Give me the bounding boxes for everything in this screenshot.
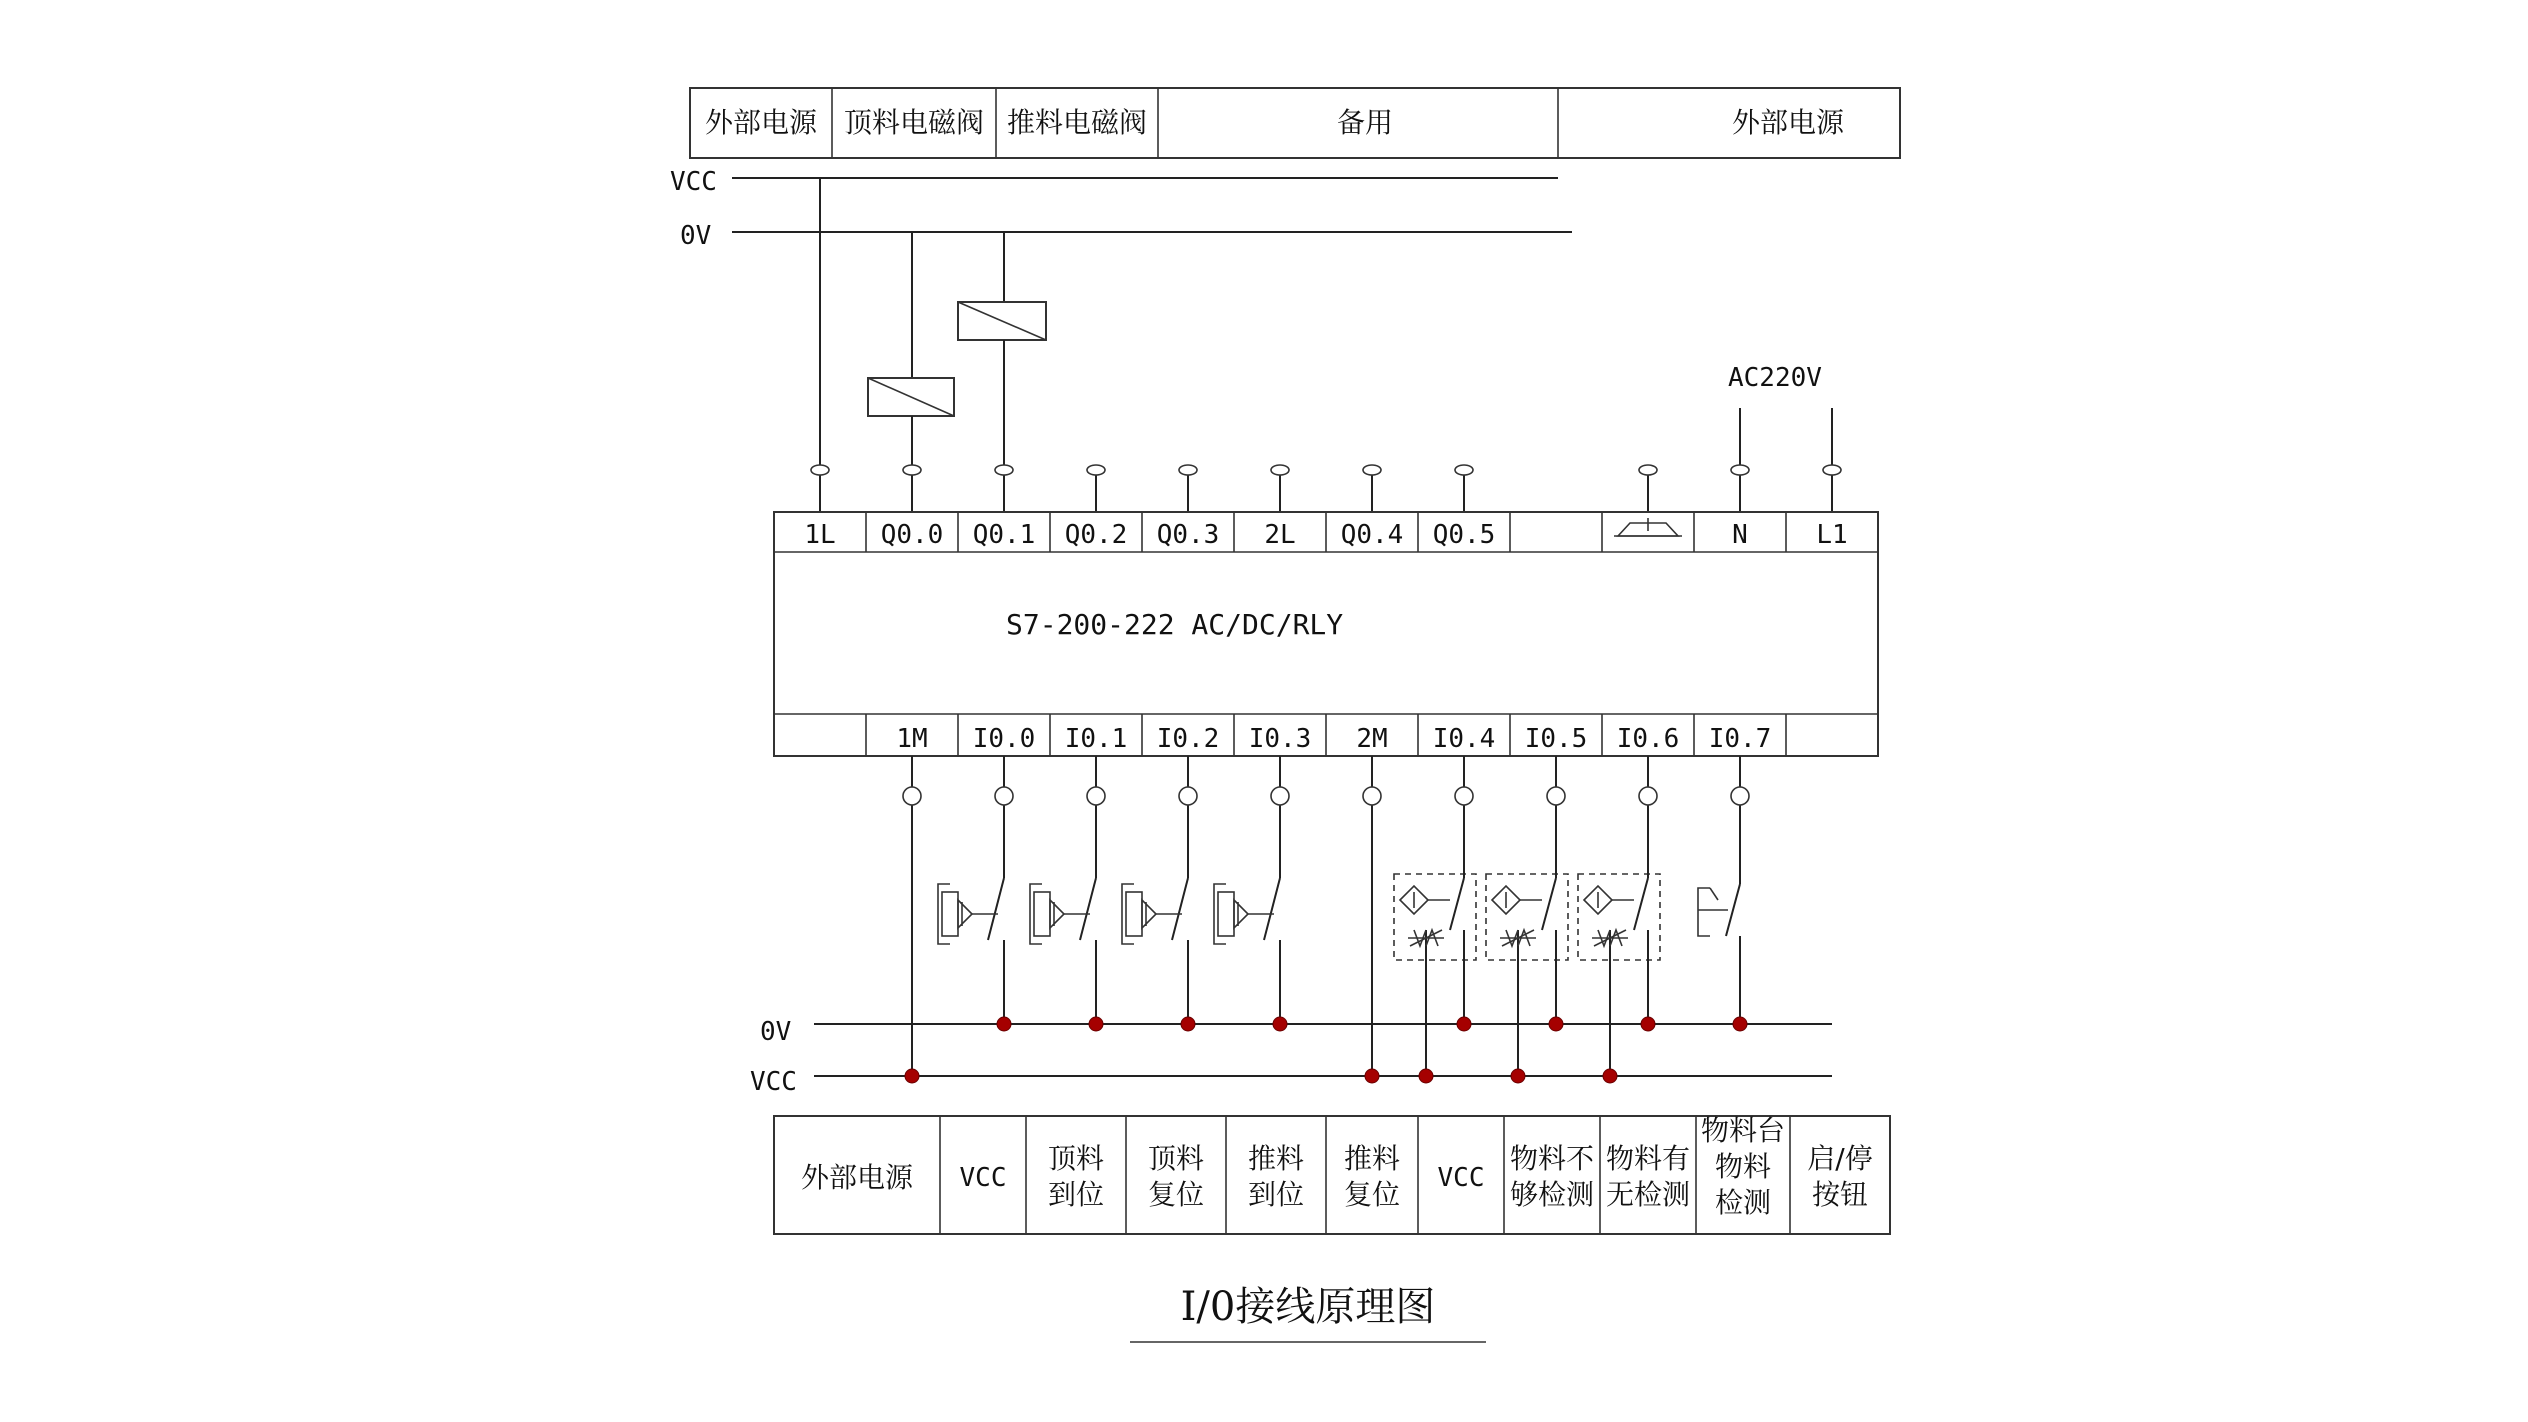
output-wiring — [820, 178, 1832, 470]
proximity-switch-icon — [1122, 756, 1197, 1024]
top-label: 推料电磁阀 — [1006, 106, 1148, 139]
bottom-label: 到位 — [1047, 1178, 1105, 1211]
bottom-label: 检测 — [1714, 1186, 1772, 1219]
bottom-label: 顶料 — [1147, 1142, 1205, 1175]
caption-text: I/0接线原理图 — [1180, 1284, 1436, 1330]
bottom-0v-label: 0V — [760, 1017, 792, 1047]
top-label: 顶料电磁阀 — [843, 106, 985, 139]
output-terminal-label: 2L — [1264, 520, 1296, 550]
input-terminal-label: 1M — [896, 724, 928, 754]
output-terminal-label: Q0.3 — [1156, 520, 1220, 550]
input-terminal-label: I0.3 — [1248, 724, 1312, 754]
bottom-label: 物料 — [1714, 1150, 1772, 1183]
proximity-switch-icon — [1030, 756, 1105, 1024]
top-rails — [670, 167, 1572, 251]
bottom-label: 复位 — [1147, 1178, 1205, 1211]
input-terminal-label: I0.6 — [1616, 724, 1680, 754]
input-terminal-label: 2M — [1356, 724, 1388, 754]
diagram-caption — [1130, 1284, 1486, 1342]
bottom-label: VCC — [959, 1163, 1007, 1193]
bottom-label-table — [774, 1114, 1890, 1234]
bottom-label: 物料不 — [1509, 1142, 1595, 1175]
output-terminal-label: Q0.4 — [1340, 520, 1404, 550]
bottom-label: 按钮 — [1811, 1178, 1869, 1211]
output-terminal-label: Q0.5 — [1432, 520, 1496, 550]
output-terminal-label: Q0.1 — [972, 520, 1036, 550]
bottom-label: 推料 — [1343, 1142, 1401, 1175]
bottom-label: 物料有 — [1605, 1142, 1691, 1175]
proximity-switch-icon — [1214, 756, 1289, 1024]
bottom-label: 无检测 — [1605, 1178, 1691, 1211]
junction-dots — [905, 1017, 1747, 1083]
top-label: 备用 — [1336, 106, 1394, 139]
input-terminal-label: I0.7 — [1708, 724, 1772, 754]
input-terminal-label: I0.0 — [972, 724, 1036, 754]
input-terminal-label: I0.5 — [1524, 724, 1588, 754]
input-terminal-label: I0.1 — [1064, 724, 1128, 754]
ac-supply-label: AC220V — [1728, 363, 1822, 393]
output-terminal-label: Q0.0 — [880, 520, 944, 550]
input-wiring — [903, 756, 1749, 1076]
input-terminal-label: I0.2 — [1156, 724, 1220, 754]
output-terminal-label: N — [1732, 520, 1748, 550]
bottom-label: 物料台 — [1700, 1114, 1786, 1147]
top-label: 外部电源 — [704, 106, 818, 139]
bottom-label: 够检测 — [1509, 1178, 1595, 1211]
bottom-label: 推料 — [1247, 1142, 1305, 1175]
bottom-vcc-label: VCC — [750, 1067, 797, 1097]
plc-body — [774, 512, 1878, 756]
bottom-label: 复位 — [1343, 1178, 1401, 1211]
input-terminal-label: I0.4 — [1432, 724, 1496, 754]
top-label: 外部电源 — [1731, 106, 1845, 139]
top-vcc-label: VCC — [670, 167, 717, 197]
bottom-label: 外部电源 — [800, 1161, 914, 1194]
output-terminal-label: Q0.2 — [1064, 520, 1128, 550]
bottom-label: 到位 — [1247, 1178, 1305, 1211]
output-terminal-label: 1L — [804, 520, 836, 550]
bottom-label: 顶料 — [1047, 1142, 1105, 1175]
bottom-label: 启/停 — [1807, 1142, 1873, 1175]
top-0v-label: 0V — [680, 221, 712, 251]
bottom-label: VCC — [1437, 1163, 1485, 1193]
output-terminal-label: L1 — [1816, 520, 1848, 550]
push-button-icon — [1698, 756, 1749, 1024]
top-label-table — [690, 88, 1900, 158]
plc-model-label: S7-200-222 AC/DC/RLY — [1006, 608, 1344, 641]
output-terminal-stubs — [811, 465, 1841, 512]
proximity-switch-icon — [938, 756, 1013, 1024]
